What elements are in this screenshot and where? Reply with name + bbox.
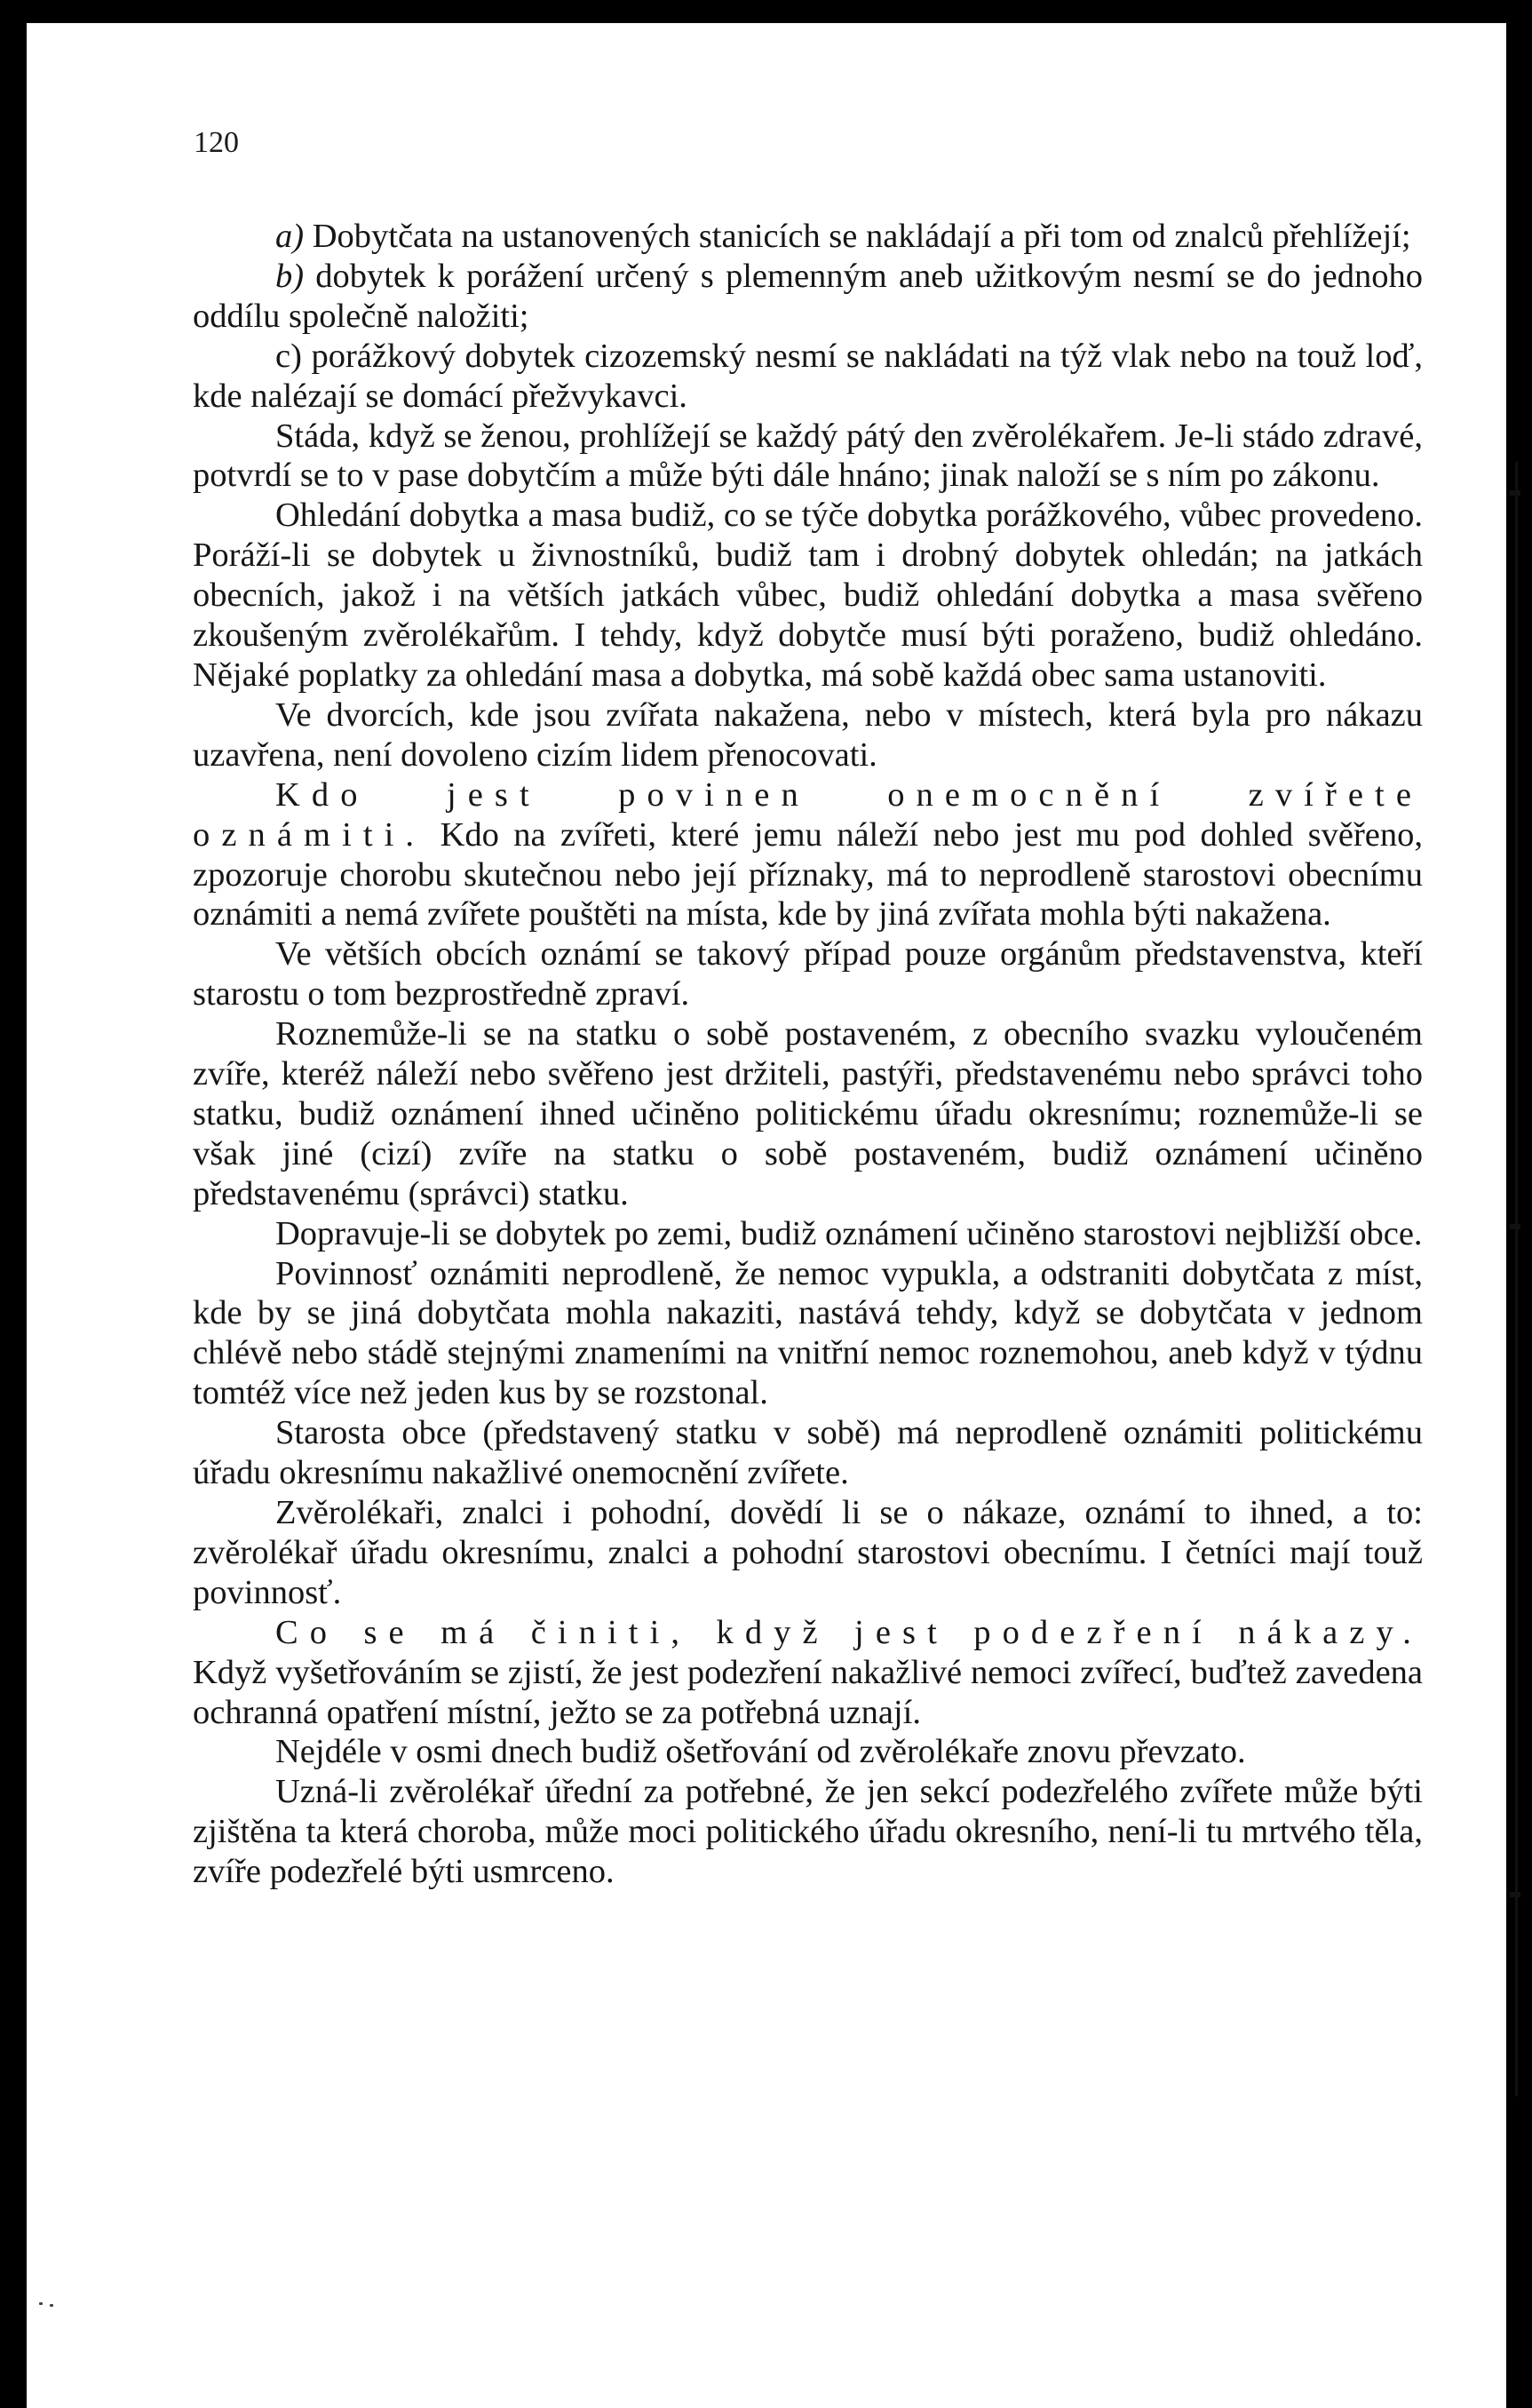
paragraph: Ve větších obcích oznámí se takový případ pouze orgánům představenstva, kteří starostu o tom bezprostředně zpraví. (193, 935, 1423, 1013)
paragraph-text: Když vyšetřováním se zjistí, že jest podezření nakažlivé nemoci zvířecí, buďtež zavedena ochranná opatření místní, ježto se za potřebná uznají. (193, 1653, 1423, 1731)
paragraph: Nejdéle v osmi dnech budiž ošetřování od zvěrolékaře znovu převzato. (275, 1733, 1246, 1771)
list-item-c (193, 337, 1423, 417)
paragraph: Uzná-li zvěrolékař úřední za potřebné, že jen sekcí podezřelého zvířete může býti zjištěna ta která choroba, může moci politického úřadu okresního, není-li tu mrtvého těla, zvíře podezřelé býti usmrceno. (193, 1773, 1423, 1891)
paragraph: Povinnosť oznámiti neprodleně, že nemoc vypukla, a odstraniti dobytčata z míst, kde by se jiná dobytčata mohla nakaziti, nastává tehdy, když se dobytčata v jednom chlévě nebo stádě stejnými znameními na vnitřní nemoc roznemohou, aneb když v týdnu tomtéž více než jeden kus by se rozstonal. (193, 1254, 1423, 1412)
item-label: c) (275, 337, 302, 375)
section-heading: Co se má činiti, když jest podezření nákazy. (275, 1613, 1423, 1651)
page-number: 120 (194, 126, 239, 159)
item-label: a) (275, 218, 305, 255)
list-item-b (193, 257, 1423, 337)
paragraph: Dopravuje-li se dobytek po zemi, budiž oznámení učiněno starostovi nejbližší obce. (275, 1214, 1423, 1252)
paragraph: Ve dvorcích, kde jsou zvířata nakažena, nebo v místech, která byla pro nákazu uzavřena, není dovoleno cizím lidem přenocovati. (193, 695, 1423, 774)
item-label: b) (275, 257, 305, 295)
paragraph: Ohledání dobytka a masa budiž, co se týče dobytka porážkového, vůbec provedeno. Poráží-li se dobytek u živnostníků, budiž tam i drobný dobytek ohledán; na jatkách obecních, jakož i na větších jatkách vůbec, budiž ohledání dobytka a masa svěřeno zkoušeným zvěrolékařům. I tehdy, když dobytče musí býti poraženo, budiž ohledáno. Nějaké poplatky za ohledání masa a dobytka, má sobě každá obec sama ustanoviti. (193, 497, 1423, 694)
scan-speck (39, 2302, 43, 2305)
page-edge-mark (1510, 1224, 1520, 1229)
paragraph: Roznemůže-li se na statku o sobě postaveném, z obecního svazku vyloučeném zvíře, kteréž náleží nebo svěřeno jest držiteli, pastýři, představenému nebo správci toho statku, budiž oznámení ihned učiněno politickému úřadu okresnímu; roznemůže-li se však jiné (cizí) zvíře na statku o sobě postaveném, budiž oznámení učiněno představenému (správci) statku. (193, 1015, 1423, 1212)
paragraph-text: Kdo na zvířeti, které jemu náleží nebo jest mu pod dohled svěřeno, zpozoruje chorobu skutečnou nebo její příznaky, má to neprodleně starostovi obecnímu oznámiti a nemá zvířete pouštěti na místa, kde by jiná zvířata mohla býti nakažena. (193, 815, 1423, 934)
list-item-a (193, 217, 1423, 257)
page-edge-rule (1515, 462, 1518, 2096)
item-text: Dobytčata na ustanovených stanicích se nakládají a při tom od znalců přehlížejí; (304, 218, 1411, 255)
paragraph (193, 775, 1423, 935)
scan-speck (50, 2304, 53, 2307)
paragraph: Starosta obce (představený statku v sobě) má neprodleně oznámiti politickému úřadu okresnímu nakažlivé onemocnění zvířete. (193, 1414, 1423, 1492)
page-edge-mark (1510, 490, 1520, 496)
paragraph: Stáda, když se ženou, prohlížejí se každý pátý den zvěrolékařem. Je-li stádo zdravé, potvrdí se to v pase dobytčím a může býti dále hnáno; jinak naloží se s ním po zákonu. (193, 417, 1423, 495)
body-text (193, 217, 1423, 1892)
paragraph: Zvěrolékaři, znalci i pohodní, dovědí li se o nákaze, oznámí to ihned, a to: zvěrolékař úřadu okresnímu, znalci a pohodní starostovi obecnímu. I četníci mají touž povinnosť. (193, 1494, 1423, 1611)
section-heading: Kdo jest povinen onemocnění zvířete oznámiti. (193, 775, 1423, 854)
item-text: porážkový dobytek cizozemský nesmí se nakládati na týž vlak nebo na touž loď, kde nalézají se domácí přežvykavci. (193, 337, 1423, 415)
item-text: dobytek k porážení určený s plemenným aneb užitkovým nesmí se do jednoho oddílu společně naložiti; (193, 257, 1423, 335)
paragraph (193, 1613, 1423, 1733)
page-edge-mark (1510, 1892, 1520, 1897)
